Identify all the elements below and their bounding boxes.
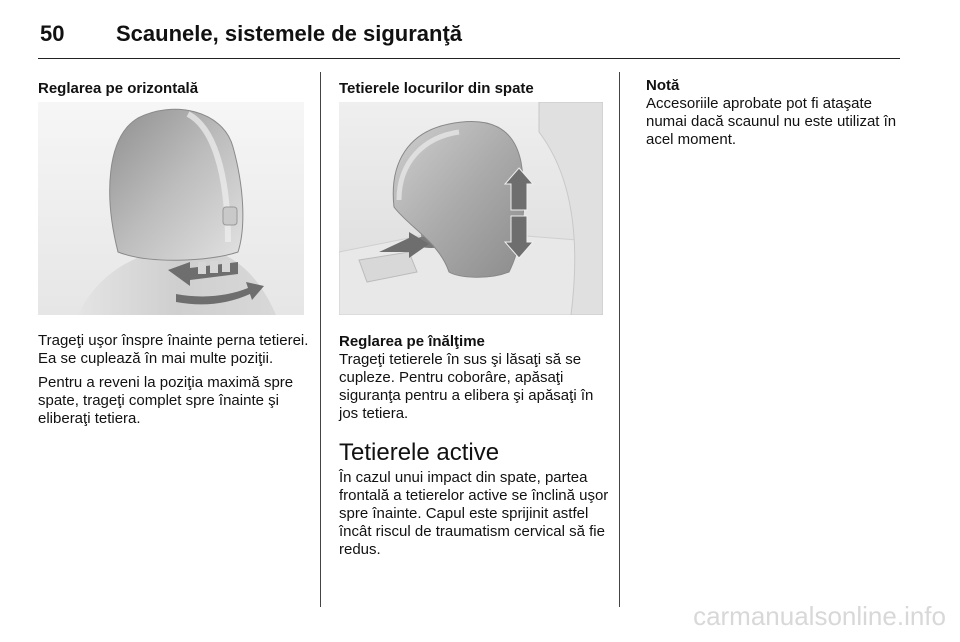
watermark: carmanualsonline.info	[693, 601, 946, 631]
column-right	[646, 72, 900, 149]
figure-height-adjust	[339, 102, 603, 315]
page-number: 50	[40, 21, 65, 46]
paragraph-active-headrests: În cazul unui impact din spate, partea frontală a tetierelor active se înclină uşor spre înainte. Capul este sprijinit astfel încât riscul de traumatism cervical să fie redus.	[339, 469, 609, 558]
page-title: Scaunele, sistemele de siguranţă	[116, 21, 463, 46]
paragraph-horizontal-1: Trageţi uşor înspre înainte perna tetierei. Ea se cuplează în mai multe poziţii.	[38, 332, 309, 367]
subheading-height-adjust: Reglarea pe înălţime	[339, 333, 485, 350]
column-left-text	[38, 332, 310, 428]
figure-horizontal-adjust	[38, 102, 304, 315]
note-title: Notă	[646, 77, 680, 94]
column-divider-1	[320, 72, 321, 607]
page-header	[38, 18, 900, 58]
header-divider	[38, 58, 900, 59]
paragraph-height-adjust: Trageţi tetierele în sus şi lăsaţi să se cupleze. Pentru coborâre, apăsaţi siguranţa pentru a elibera şi apăsaţi în jos tetiera.	[339, 351, 594, 422]
paragraph-horizontal-2: Pentru a reveni la poziţia maximă spre spate, trageţi complet spre înainte şi eliberaţi tetiera.	[38, 374, 294, 427]
column-divider-2	[619, 72, 620, 607]
section-heading-rear-headrests: Tetierele locurilor din spate	[339, 80, 534, 97]
headrest-horizontal-illustration	[38, 102, 304, 315]
section-title-active-headrests: Tetierele active	[339, 439, 500, 466]
headrest-height-illustration	[339, 102, 603, 315]
column-middle-text	[339, 333, 611, 559]
section-heading-horizontal: Reglarea pe orizontală	[38, 80, 199, 97]
note-text: Accesoriile aprobate pot fi ataşate numai dacă scaunul nu este utilizat în acel moment.	[646, 95, 897, 148]
